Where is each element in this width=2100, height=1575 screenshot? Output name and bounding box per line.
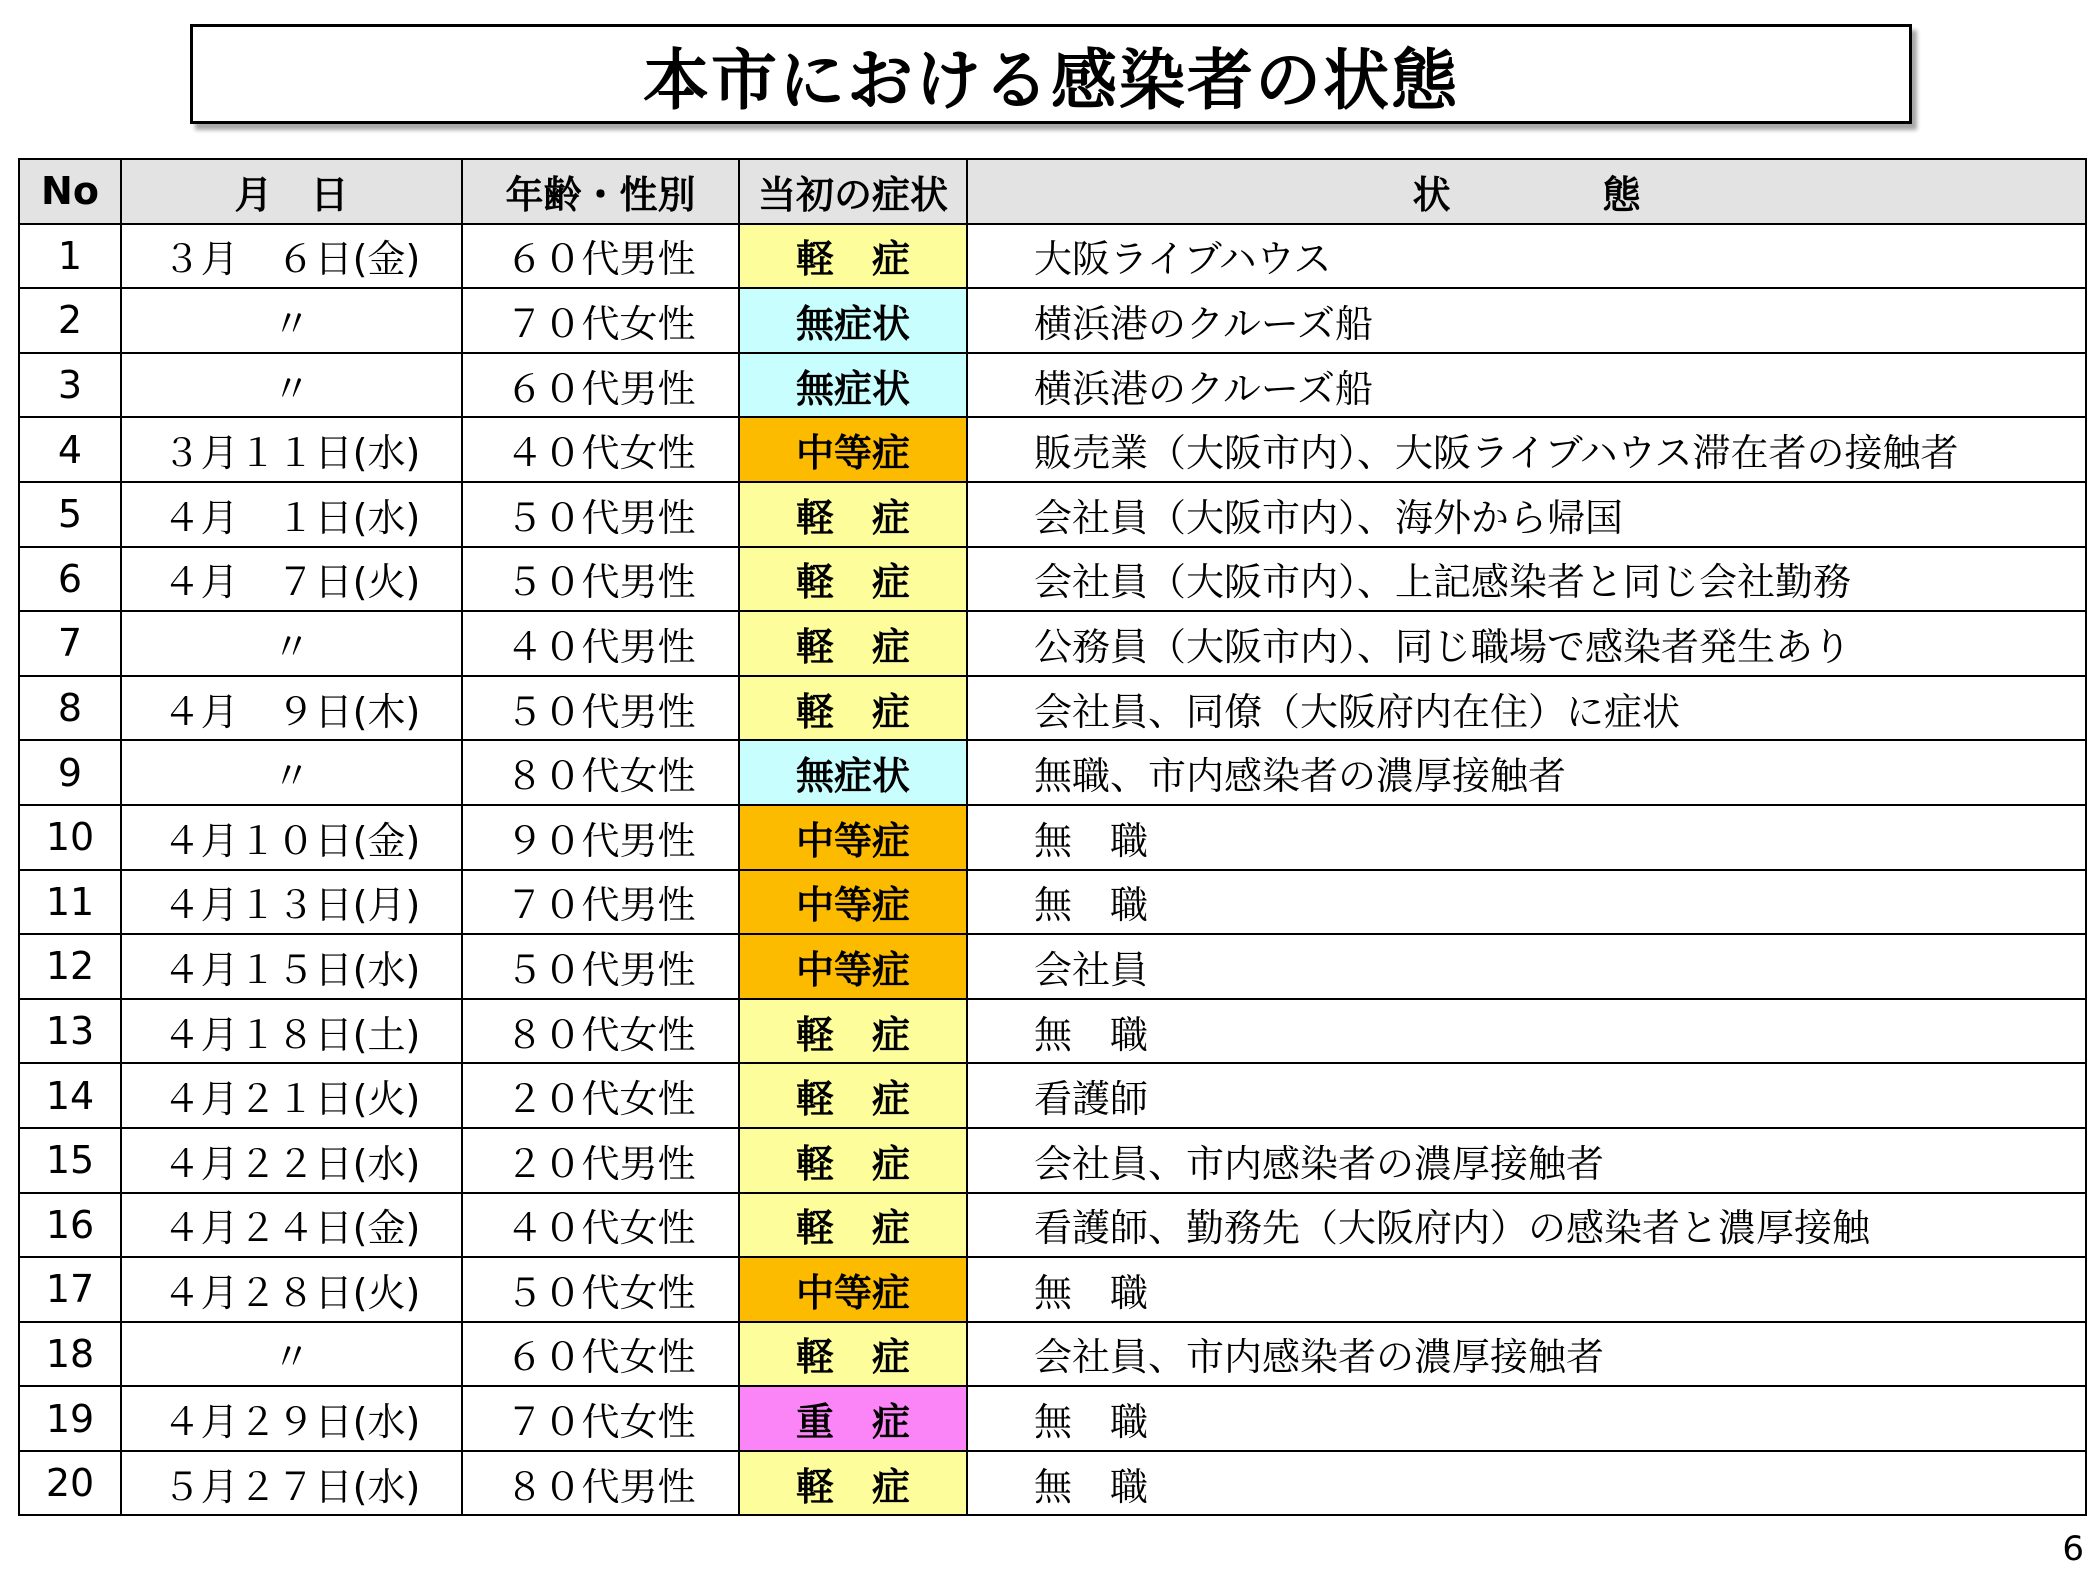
table-row xyxy=(19,740,2086,805)
cell-initial-symptom: 軽 症 xyxy=(739,482,967,547)
cell-age-sex: ５０代男性 xyxy=(462,547,739,612)
cell-no: 4 xyxy=(19,417,121,482)
cell-no: 16 xyxy=(19,1193,121,1258)
cell-no: 1 xyxy=(19,224,121,289)
cell-initial-symptom: 軽 症 xyxy=(739,547,967,612)
cell-status: 会社員、同僚（大阪府内在住）に症状 xyxy=(967,676,2086,741)
cell-status: 会社員 xyxy=(967,934,2086,999)
cell-no: 19 xyxy=(19,1386,121,1451)
cell-initial-symptom: 重 症 xyxy=(739,1386,967,1451)
cell-no: 15 xyxy=(19,1128,121,1193)
cell-no: 5 xyxy=(19,482,121,547)
cell-initial-symptom: 軽 症 xyxy=(739,1451,967,1516)
cell-date: 〃 xyxy=(121,1322,462,1387)
cell-date: 〃 xyxy=(121,611,462,676)
cell-age-sex: ８０代女性 xyxy=(462,740,739,805)
cell-age-sex: ５０代男性 xyxy=(462,934,739,999)
cell-initial-symptom: 軽 症 xyxy=(739,224,967,289)
cell-no: 11 xyxy=(19,870,121,935)
table-row xyxy=(19,676,2086,741)
cell-date: ５月２７日(水) xyxy=(121,1451,462,1516)
cell-no: 3 xyxy=(19,353,121,418)
header-status: 状 態 xyxy=(967,159,2086,224)
cell-date: 〃 xyxy=(121,353,462,418)
cell-initial-symptom: 中等症 xyxy=(739,805,967,870)
cell-no: 17 xyxy=(19,1257,121,1322)
cell-status: 無 職 xyxy=(967,870,2086,935)
cell-date: ３月１１日(水) xyxy=(121,417,462,482)
cell-no: 9 xyxy=(19,740,121,805)
table-row xyxy=(19,482,2086,547)
cell-initial-symptom: 軽 症 xyxy=(739,1128,967,1193)
cell-initial-symptom: 無症状 xyxy=(739,353,967,418)
cell-status: 会社員（大阪市内）、上記感染者と同じ会社勤務 xyxy=(967,547,2086,612)
cell-date: 〃 xyxy=(121,288,462,353)
cell-date: ４月 ９日(木) xyxy=(121,676,462,741)
table-row xyxy=(19,1386,2086,1451)
table-row xyxy=(19,288,2086,353)
cell-date: ４月 ７日(火) xyxy=(121,547,462,612)
table-row xyxy=(19,1128,2086,1193)
table-row xyxy=(19,999,2086,1064)
cell-age-sex: ６０代男性 xyxy=(462,353,739,418)
cell-no: 6 xyxy=(19,547,121,612)
cell-status: 大阪ライブハウス xyxy=(967,224,2086,289)
cell-no: 13 xyxy=(19,999,121,1064)
cell-no: 18 xyxy=(19,1322,121,1387)
cell-age-sex: ５０代男性 xyxy=(462,676,739,741)
cell-status: 会社員（大阪市内）、海外から帰国 xyxy=(967,482,2086,547)
cell-age-sex: ８０代女性 xyxy=(462,999,739,1064)
cell-date: ４月 １日(水) xyxy=(121,482,462,547)
cell-age-sex: ７０代女性 xyxy=(462,288,739,353)
infection-status-table xyxy=(18,158,2087,1516)
page-title: 本市における感染者の状態 xyxy=(643,41,1459,119)
table-header xyxy=(19,159,2086,224)
table-row xyxy=(19,1257,2086,1322)
header-age-sex: 年齢・性別 xyxy=(462,159,739,224)
cell-age-sex: ９０代男性 xyxy=(462,805,739,870)
cell-date: ４月１８日(土) xyxy=(121,999,462,1064)
cell-age-sex: ２０代男性 xyxy=(462,1128,739,1193)
cell-initial-symptom: 無症状 xyxy=(739,740,967,805)
cell-initial-symptom: 中等症 xyxy=(739,1257,967,1322)
table-row xyxy=(19,611,2086,676)
header-initial-symptom: 当初の症状 xyxy=(739,159,967,224)
cell-no: 12 xyxy=(19,934,121,999)
cell-date: ４月２２日(水) xyxy=(121,1128,462,1193)
cell-initial-symptom: 軽 症 xyxy=(739,999,967,1064)
cell-age-sex: ８０代男性 xyxy=(462,1451,739,1516)
title-box xyxy=(190,24,1912,124)
table-row xyxy=(19,805,2086,870)
cell-date: ４月１３日(月) xyxy=(121,870,462,935)
cell-date: ４月２４日(金) xyxy=(121,1193,462,1258)
cell-status: 横浜港のクルーズ船 xyxy=(967,353,2086,418)
cell-status: 無 職 xyxy=(967,999,2086,1064)
cell-initial-symptom: 中等症 xyxy=(739,870,967,935)
cell-status: 看護師 xyxy=(967,1063,2086,1128)
cell-initial-symptom: 中等症 xyxy=(739,417,967,482)
table-row xyxy=(19,224,2086,289)
cell-date: ４月１５日(水) xyxy=(121,934,462,999)
table-row xyxy=(19,1322,2086,1387)
cell-age-sex: ４０代女性 xyxy=(462,1193,739,1258)
cell-initial-symptom: 軽 症 xyxy=(739,676,967,741)
cell-initial-symptom: 軽 症 xyxy=(739,1193,967,1258)
cell-age-sex: ７０代女性 xyxy=(462,1386,739,1451)
cell-date: ４月２９日(水) xyxy=(121,1386,462,1451)
cell-status: 無 職 xyxy=(967,805,2086,870)
cell-status: 公務員（大阪市内）、同じ職場で感染者発生あり xyxy=(967,611,2086,676)
table-row xyxy=(19,417,2086,482)
cell-no: 2 xyxy=(19,288,121,353)
cell-date: 〃 xyxy=(121,740,462,805)
cell-age-sex: ６０代男性 xyxy=(462,224,739,289)
cell-status: 会社員、市内感染者の濃厚接触者 xyxy=(967,1128,2086,1193)
cell-initial-symptom: 軽 症 xyxy=(739,611,967,676)
header-row xyxy=(19,159,2086,224)
header-date: 月 日 xyxy=(121,159,462,224)
cell-no: 20 xyxy=(19,1451,121,1516)
cell-age-sex: ４０代女性 xyxy=(462,417,739,482)
cell-status: 無 職 xyxy=(967,1386,2086,1451)
cell-status: 無 職 xyxy=(967,1257,2086,1322)
cell-no: 8 xyxy=(19,676,121,741)
header-no: No xyxy=(19,159,121,224)
cell-no: 7 xyxy=(19,611,121,676)
cell-date: ４月２１日(火) xyxy=(121,1063,462,1128)
page-number: 6 xyxy=(2062,1529,2084,1569)
table-row xyxy=(19,353,2086,418)
cell-date: ３月 ６日(金) xyxy=(121,224,462,289)
cell-initial-symptom: 中等症 xyxy=(739,934,967,999)
cell-status: 横浜港のクルーズ船 xyxy=(967,288,2086,353)
cell-status: 会社員、市内感染者の濃厚接触者 xyxy=(967,1322,2086,1387)
cell-status: 無 職 xyxy=(967,1451,2086,1516)
cell-status: 無職、市内感染者の濃厚接触者 xyxy=(967,740,2086,805)
cell-initial-symptom: 軽 症 xyxy=(739,1063,967,1128)
cell-no: 10 xyxy=(19,805,121,870)
cell-status: 看護師、勤務先（大阪府内）の感染者と濃厚接触 xyxy=(967,1193,2086,1258)
cell-status: 販売業（大阪市内）、大阪ライブハウス滞在者の接触者 xyxy=(967,417,2086,482)
table-row xyxy=(19,547,2086,612)
cell-date: ４月２８日(火) xyxy=(121,1257,462,1322)
cell-age-sex: ５０代男性 xyxy=(462,482,739,547)
table-row xyxy=(19,934,2086,999)
table-row xyxy=(19,1063,2086,1128)
cell-age-sex: ６０代女性 xyxy=(462,1322,739,1387)
cell-initial-symptom: 軽 症 xyxy=(739,1322,967,1387)
cell-initial-symptom: 無症状 xyxy=(739,288,967,353)
cell-date: ４月１０日(金) xyxy=(121,805,462,870)
cell-age-sex: ２０代女性 xyxy=(462,1063,739,1128)
table-row xyxy=(19,1451,2086,1516)
table-row xyxy=(19,1193,2086,1258)
cell-no: 14 xyxy=(19,1063,121,1128)
table-row xyxy=(19,870,2086,935)
cell-age-sex: ７０代男性 xyxy=(462,870,739,935)
table-body xyxy=(19,224,2086,1516)
cell-age-sex: ５０代女性 xyxy=(462,1257,739,1322)
cell-age-sex: ４０代男性 xyxy=(462,611,739,676)
